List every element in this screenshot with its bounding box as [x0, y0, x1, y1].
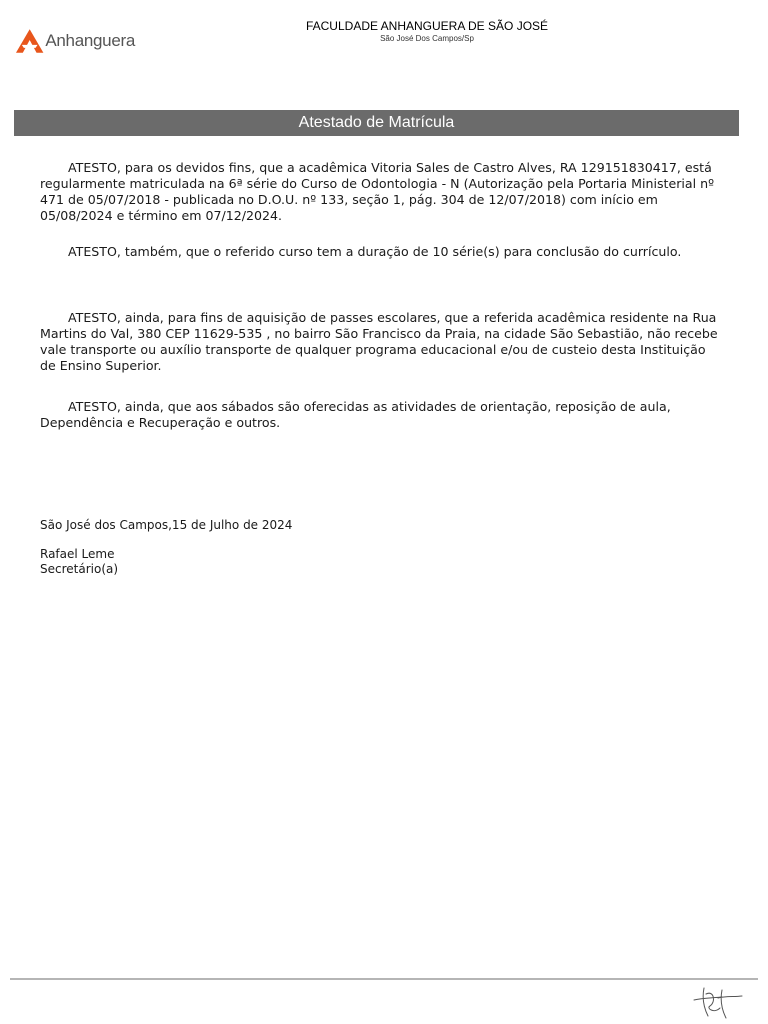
paragraph-text: ATESTO, ainda, que aos sábados são oferecidas as atividades de orientação, reposição de aula, Dependência e Recuperação e outros.	[40, 399, 671, 430]
title-bar	[14, 110, 739, 136]
paragraph-transport	[40, 310, 720, 374]
anhanguera-logo	[15, 26, 135, 56]
signer-block	[40, 547, 118, 577]
anhanguera-logo-icon	[15, 28, 44, 54]
paragraph-text: ATESTO, para os devidos fins, que a acadêmica Vitoria Sales de Castro Alves, RA 129151830417, está regularmente matriculada na 6ª série do Curso de Odontologia - N (Autorização pela Portaria Ministerial nº 471 de 05/07/2018 - publicada no D.O.U. nº 133, seção 1, pág. 304 de 12/07/2018) com início em 05/08/2024 e término em 07/12/2024.	[40, 160, 715, 223]
document-title: Atestado de Matrícula	[298, 114, 455, 131]
institution-city: São José Dos Campos/Sp	[380, 34, 474, 43]
paragraph-enrollment	[40, 160, 720, 224]
footer-divider	[10, 978, 758, 980]
institution-header	[240, 19, 614, 43]
paragraph-text: ATESTO, ainda, para fins de aquisição de passes escolares, que a referida acadêmica residente na Rua Martins do Val, 380 CEP 11629-535 , no bairro São Francisco da Praia, na cidade São Sebastião, não recebe vale transporte ou auxílio transporte de qualquer programa educacional e/ou de custeio desta Instituição de Ensino Superior.	[40, 310, 718, 373]
signer-name: Rafael Leme	[40, 547, 115, 561]
signer-role: Secretário(a)	[40, 562, 119, 576]
handwritten-signature	[692, 984, 744, 1020]
paragraph-saturdays	[40, 399, 720, 431]
logo-text: Anhanguera	[45, 31, 135, 50]
place-date: São José dos Campos,15 de Julho de 2024	[40, 518, 293, 532]
paragraph-text: ATESTO, também, que o referido curso tem a duração de 10 série(s) para conclusão do currículo.	[68, 244, 682, 259]
paragraph-duration	[40, 244, 720, 260]
institution-name: FACULDADE ANHANGUERA DE SÃO JOSÉ	[305, 19, 549, 33]
